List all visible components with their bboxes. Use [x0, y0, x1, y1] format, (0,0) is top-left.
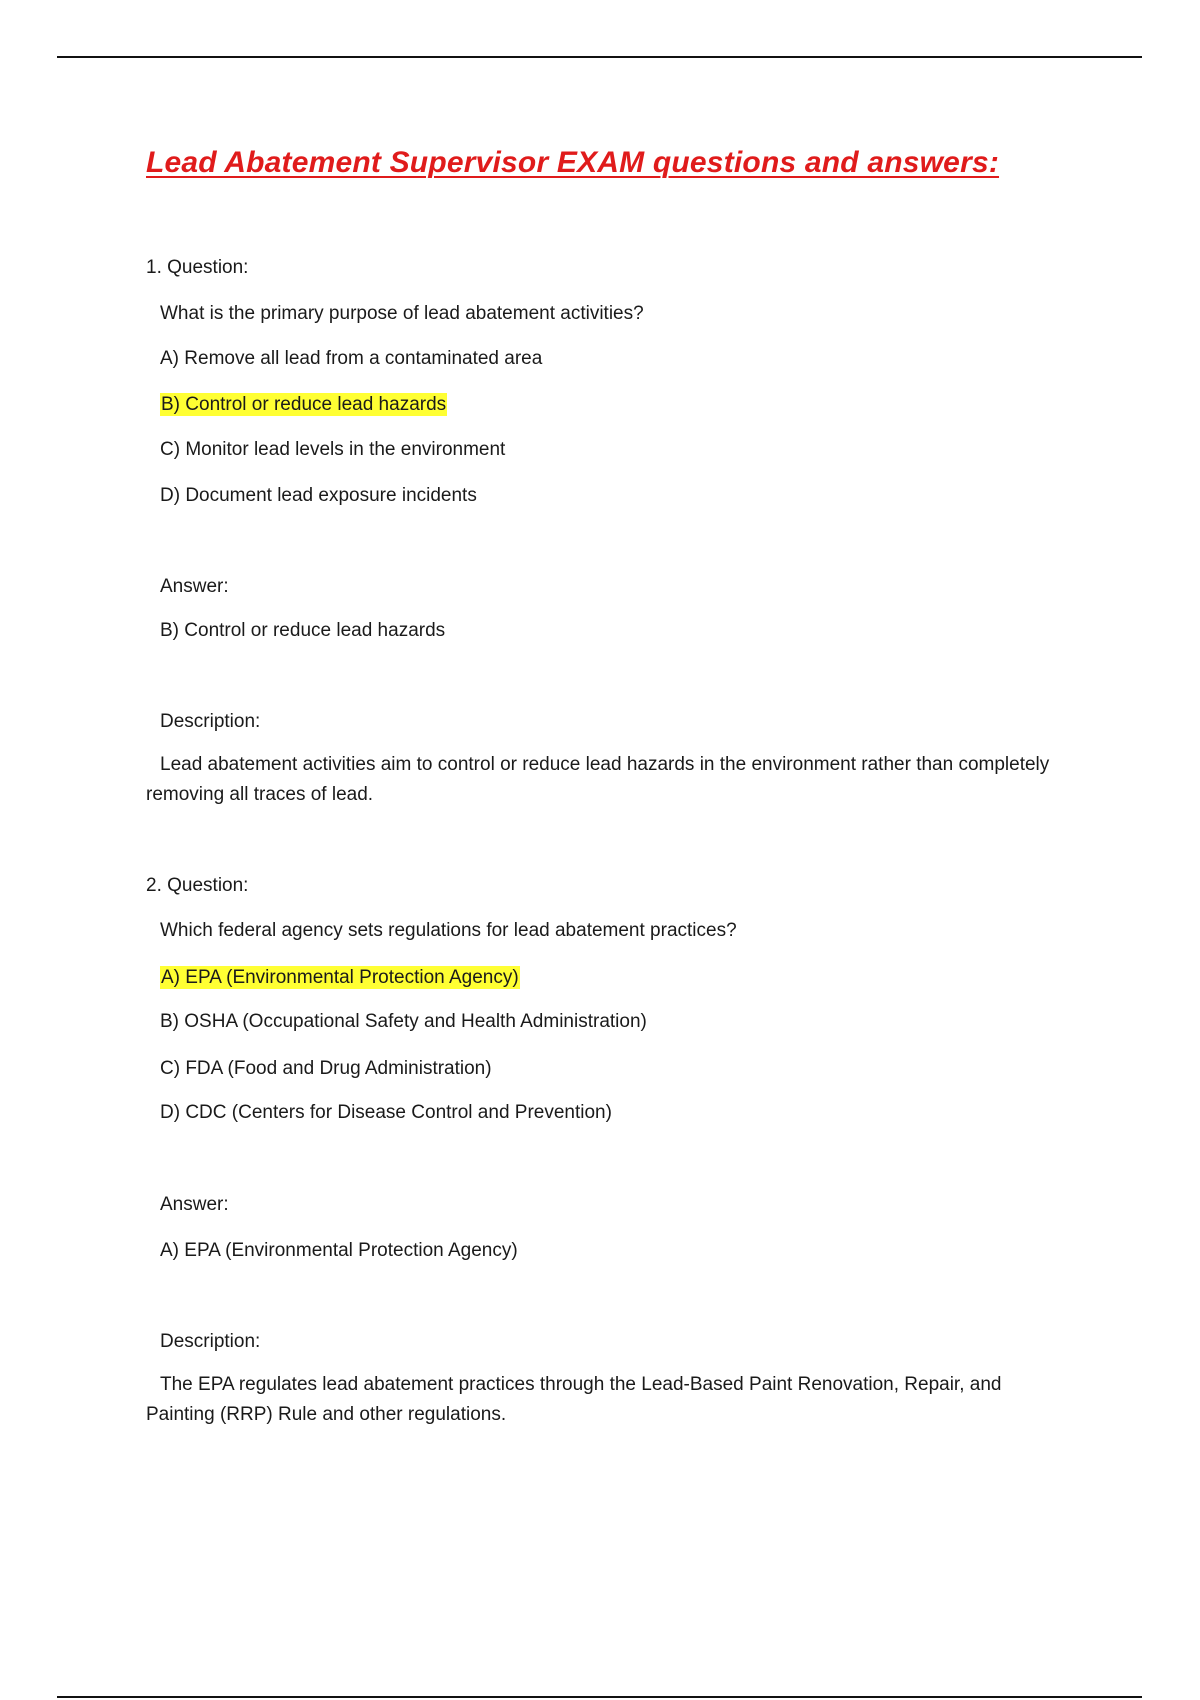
- question-1-option-b: [160, 393, 447, 417]
- question-1-description: Lead abatement activities aim to control or reduce lead hazards in the environment rather than completely removing all traces of lead.: [146, 754, 1050, 805]
- question-2-option-b: [160, 1010, 647, 1034]
- question-2-answer-label: Answer:: [160, 1194, 229, 1215]
- option-text: D) Document lead exposure incidents: [160, 485, 477, 506]
- question-2-option-a: [160, 966, 520, 990]
- question-2-option-c: [160, 1057, 492, 1081]
- option-text: A) Remove all lead from a contaminated area: [160, 348, 543, 369]
- question-2-description-label: Description:: [160, 1331, 261, 1352]
- question-1-answer: B) Control or reduce lead hazards: [160, 620, 446, 641]
- question-1-prompt: What is the primary purpose of lead abatement activities?: [160, 303, 644, 324]
- option-text: C) Monitor lead levels in the environment: [160, 439, 506, 460]
- question-1-option-d: [160, 484, 477, 508]
- question-2-prompt: Which federal agency sets regulations for lead abatement practices?: [160, 920, 737, 941]
- question-1-option-a: [160, 347, 542, 371]
- question-2-answer: A) EPA (Environmental Protection Agency): [160, 1240, 518, 1261]
- option-text: B) OSHA (Occupational Safety and Health Administration): [160, 1011, 647, 1032]
- highlighted-answer-option: A) EPA (Environmental Protection Agency): [161, 967, 519, 988]
- question-1-label: 1. Question:: [146, 257, 249, 278]
- highlighted-answer-option: B) Control or reduce lead hazards: [161, 394, 447, 415]
- question-1-answer-label: Answer:: [160, 576, 229, 597]
- question-2-option-d: [160, 1101, 612, 1125]
- question-1-description-label: Description:: [160, 711, 261, 732]
- question-2-label: 2. Question:: [146, 875, 249, 896]
- footer-rule: [57, 1696, 1142, 1698]
- document-title: Lead Abatement Supervisor EXAM questions and answers:: [146, 146, 1000, 179]
- option-text: D) CDC (Centers for Disease Control and Prevention): [160, 1102, 612, 1123]
- question-2-description: The EPA regulates lead abatement practices through the Lead-Based Paint Renovation, Repair, and Painting (RRP) Rule and other regulations.: [146, 1374, 1002, 1425]
- option-text: C) FDA (Food and Drug Administration): [160, 1058, 492, 1079]
- question-1-option-c: [160, 438, 505, 462]
- header-rule: [57, 56, 1142, 58]
